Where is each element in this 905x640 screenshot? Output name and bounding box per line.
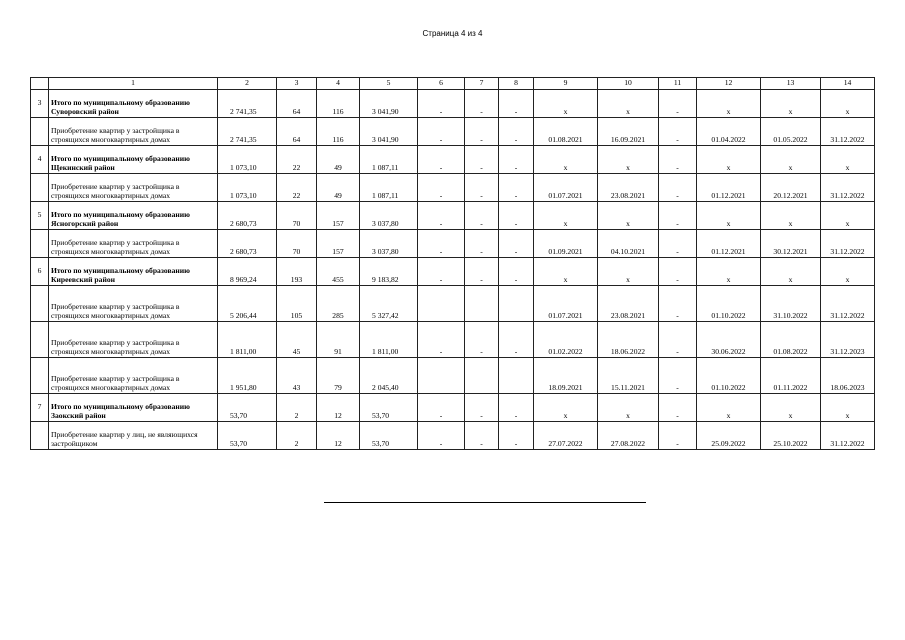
value-cell-col-3: 22 xyxy=(277,146,317,174)
value-cell-col-8: - xyxy=(499,394,534,422)
value-cell-col-14: 31.12.2022 xyxy=(821,286,875,322)
value-cell-col-7 xyxy=(465,358,499,394)
header-cell-blank xyxy=(31,78,49,90)
value-cell-col-12: 01.10.2022 xyxy=(697,286,761,322)
header-cell-4: 4 xyxy=(317,78,360,90)
value-cell-col-11: - xyxy=(659,230,697,258)
value-cell-col-13: 31.10.2022 xyxy=(761,286,821,322)
value-cell-col-3: 70 xyxy=(277,202,317,230)
value-cell-col-9: x xyxy=(534,202,598,230)
value-cell-col-11: - xyxy=(659,174,697,202)
row-number-cell xyxy=(31,174,49,202)
value-cell-col-5: 3 041,90 xyxy=(360,90,418,118)
value-cell-col-2: 53,70 xyxy=(218,394,277,422)
value-cell-col-7: - xyxy=(465,422,499,450)
value-cell-col-5: 1 087,11 xyxy=(360,146,418,174)
value-cell-col-6: - xyxy=(418,258,465,286)
value-cell-col-14: x xyxy=(821,394,875,422)
value-cell-col-5: 1 087,11 xyxy=(360,174,418,202)
value-cell-col-14: 31.12.2023 xyxy=(821,322,875,358)
value-cell-col-13: 01.11.2022 xyxy=(761,358,821,394)
table-row xyxy=(31,118,875,146)
report-table xyxy=(30,77,875,450)
value-cell-col-3: 64 xyxy=(277,90,317,118)
value-cell-col-4: 116 xyxy=(317,90,360,118)
value-cell-col-14: x xyxy=(821,146,875,174)
value-cell-col-12: 30.06.2022 xyxy=(697,322,761,358)
table-row-total xyxy=(31,90,875,118)
value-cell-col-3: 64 xyxy=(277,118,317,146)
value-cell-col-10: 15.11.2021 xyxy=(598,358,659,394)
value-cell-col-14: 31.12.2022 xyxy=(821,118,875,146)
acquisition-method-cell: Приобретение квартир у застройщика в строящихся многоквартирных домах xyxy=(49,358,218,394)
value-cell-col-13: x xyxy=(761,202,821,230)
value-cell-col-6: - xyxy=(418,174,465,202)
value-cell-col-9: 01.02.2022 xyxy=(534,322,598,358)
value-cell-col-7: - xyxy=(465,322,499,358)
value-cell-col-2: 1 951,80 xyxy=(218,358,277,394)
value-cell-col-12: x xyxy=(697,394,761,422)
value-cell-col-4: 285 xyxy=(317,286,360,322)
value-cell-col-4: 79 xyxy=(317,358,360,394)
signature-line xyxy=(324,502,646,503)
municipality-total-name-cell: Итого по муниципальному образованию Киреевский район xyxy=(49,258,218,286)
value-cell-col-8: - xyxy=(499,174,534,202)
value-cell-col-12: x xyxy=(697,202,761,230)
value-cell-col-6 xyxy=(418,358,465,394)
value-cell-col-7: - xyxy=(465,90,499,118)
municipality-total-name-cell: Итого по муниципальному образованию Заокский район xyxy=(49,394,218,422)
value-cell-col-6: - xyxy=(418,230,465,258)
value-cell-col-12: x xyxy=(697,258,761,286)
value-cell-col-4: 12 xyxy=(317,394,360,422)
table-row-total xyxy=(31,202,875,230)
value-cell-col-11: - xyxy=(659,118,697,146)
value-cell-col-3: 45 xyxy=(277,322,317,358)
value-cell-col-7: - xyxy=(465,258,499,286)
row-number-cell xyxy=(31,230,49,258)
value-cell-col-13: 30.12.2021 xyxy=(761,230,821,258)
value-cell-col-8: - xyxy=(499,90,534,118)
table-row xyxy=(31,322,875,358)
column-number-header-row xyxy=(31,78,875,90)
value-cell-col-13: x xyxy=(761,146,821,174)
row-number-cell: 4 xyxy=(31,146,49,174)
value-cell-col-12: 25.09.2022 xyxy=(697,422,761,450)
value-cell-col-4: 49 xyxy=(317,146,360,174)
value-cell-col-13: x xyxy=(761,90,821,118)
value-cell-col-12: x xyxy=(697,146,761,174)
value-cell-col-8: - xyxy=(499,258,534,286)
value-cell-col-7: - xyxy=(465,202,499,230)
value-cell-col-8: - xyxy=(499,230,534,258)
row-number-cell xyxy=(31,286,49,322)
value-cell-col-11: - xyxy=(659,90,697,118)
value-cell-col-7: - xyxy=(465,230,499,258)
value-cell-col-3: 70 xyxy=(277,230,317,258)
value-cell-col-13: x xyxy=(761,394,821,422)
table-row-total xyxy=(31,394,875,422)
value-cell-col-3: 193 xyxy=(277,258,317,286)
value-cell-col-10: x xyxy=(598,90,659,118)
value-cell-col-7 xyxy=(465,286,499,322)
value-cell-col-9: 01.07.2021 xyxy=(534,286,598,322)
header-cell-8: 8 xyxy=(499,78,534,90)
value-cell-col-10: x xyxy=(598,394,659,422)
value-cell-col-14: 31.12.2022 xyxy=(821,422,875,450)
value-cell-col-13: 20.12.2021 xyxy=(761,174,821,202)
value-cell-col-5: 53,70 xyxy=(360,394,418,422)
value-cell-col-10: 23.08.2021 xyxy=(598,286,659,322)
value-cell-col-2: 8 969,24 xyxy=(218,258,277,286)
value-cell-col-14: x xyxy=(821,258,875,286)
value-cell-col-5: 1 811,00 xyxy=(360,322,418,358)
value-cell-col-6 xyxy=(418,286,465,322)
header-cell-2: 2 xyxy=(218,78,277,90)
table-row-total xyxy=(31,146,875,174)
acquisition-method-cell: Приобретение квартир у застройщика в строящихся многоквартирных домах xyxy=(49,118,218,146)
value-cell-col-14: 31.12.2022 xyxy=(821,230,875,258)
row-number-cell: 3 xyxy=(31,90,49,118)
value-cell-col-4: 91 xyxy=(317,322,360,358)
value-cell-col-5: 5 327,42 xyxy=(360,286,418,322)
value-cell-col-14: 31.12.2022 xyxy=(821,174,875,202)
value-cell-col-10: x xyxy=(598,258,659,286)
row-number-cell: 7 xyxy=(31,394,49,422)
value-cell-col-8: - xyxy=(499,118,534,146)
header-cell-7: 7 xyxy=(465,78,499,90)
value-cell-col-2: 2 741,35 xyxy=(218,118,277,146)
value-cell-col-6: - xyxy=(418,394,465,422)
row-number-cell: 5 xyxy=(31,202,49,230)
table-row xyxy=(31,422,875,450)
value-cell-col-11: - xyxy=(659,422,697,450)
value-cell-col-14: x xyxy=(821,202,875,230)
acquisition-method-cell: Приобретение квартир у застройщика в строящихся многоквартирных домах xyxy=(49,230,218,258)
header-cell-1: 1 xyxy=(49,78,218,90)
header-cell-10: 10 xyxy=(598,78,659,90)
value-cell-col-11: - xyxy=(659,286,697,322)
value-cell-col-11: - xyxy=(659,258,697,286)
report-table-body xyxy=(31,78,875,450)
value-cell-col-10: 04.10.2021 xyxy=(598,230,659,258)
value-cell-col-7: - xyxy=(465,146,499,174)
value-cell-col-2: 2 680,73 xyxy=(218,202,277,230)
value-cell-col-4: 12 xyxy=(317,422,360,450)
value-cell-col-9: 01.09.2021 xyxy=(534,230,598,258)
value-cell-col-10: 18.06.2022 xyxy=(598,322,659,358)
value-cell-col-11: - xyxy=(659,146,697,174)
value-cell-col-12: 01.12.2021 xyxy=(697,230,761,258)
value-cell-col-12: 01.12.2021 xyxy=(697,174,761,202)
value-cell-col-10: 27.08.2022 xyxy=(598,422,659,450)
value-cell-col-12: x xyxy=(697,90,761,118)
value-cell-col-8: - xyxy=(499,146,534,174)
value-cell-col-3: 43 xyxy=(277,358,317,394)
value-cell-col-3: 2 xyxy=(277,394,317,422)
value-cell-col-13: 01.08.2022 xyxy=(761,322,821,358)
acquisition-method-cell: Приобретение квартир у лиц, не являющихся застройщиком xyxy=(49,422,218,450)
value-cell-col-8: - xyxy=(499,322,534,358)
value-cell-col-13: x xyxy=(761,258,821,286)
acquisition-method-cell: Приобретение квартир у застройщика в строящихся многоквартирных домах xyxy=(49,322,218,358)
header-cell-14: 14 xyxy=(821,78,875,90)
value-cell-col-10: 23.08.2021 xyxy=(598,174,659,202)
row-number-cell: 6 xyxy=(31,258,49,286)
acquisition-method-cell: Приобретение квартир у застройщика в строящихся многоквартирных домах xyxy=(49,174,218,202)
acquisition-method-cell: Приобретение квартир у застройщика в строящихся многоквартирных домах xyxy=(49,286,218,322)
value-cell-col-14: 18.06.2023 xyxy=(821,358,875,394)
table-row xyxy=(31,286,875,322)
municipality-total-name-cell: Итого по муниципальному образованию Щекинский район xyxy=(49,146,218,174)
row-number-cell xyxy=(31,322,49,358)
value-cell-col-2: 1 073,10 xyxy=(218,146,277,174)
value-cell-col-8 xyxy=(499,286,534,322)
value-cell-col-4: 116 xyxy=(317,118,360,146)
value-cell-col-5: 53,70 xyxy=(360,422,418,450)
value-cell-col-5: 3 037,80 xyxy=(360,230,418,258)
value-cell-col-11: - xyxy=(659,202,697,230)
value-cell-col-2: 2 680,73 xyxy=(218,230,277,258)
value-cell-col-5: 2 045,40 xyxy=(360,358,418,394)
value-cell-col-2: 2 741,35 xyxy=(218,90,277,118)
header-cell-12: 12 xyxy=(697,78,761,90)
value-cell-col-5: 3 037,80 xyxy=(360,202,418,230)
value-cell-col-3: 2 xyxy=(277,422,317,450)
page-number-label: Страница 4 из 4 xyxy=(422,29,483,38)
value-cell-col-13: 25.10.2022 xyxy=(761,422,821,450)
value-cell-col-8: - xyxy=(499,422,534,450)
value-cell-col-5: 3 041,90 xyxy=(360,118,418,146)
value-cell-col-9: 01.07.2021 xyxy=(534,174,598,202)
value-cell-col-4: 157 xyxy=(317,202,360,230)
value-cell-col-6: - xyxy=(418,322,465,358)
table-row xyxy=(31,230,875,258)
row-number-cell xyxy=(31,118,49,146)
value-cell-col-6: - xyxy=(418,146,465,174)
value-cell-col-9: x xyxy=(534,90,598,118)
value-cell-col-2: 53,70 xyxy=(218,422,277,450)
value-cell-col-10: x xyxy=(598,202,659,230)
value-cell-col-8: - xyxy=(499,202,534,230)
value-cell-col-9: 18.09.2021 xyxy=(534,358,598,394)
value-cell-col-6: - xyxy=(418,118,465,146)
row-number-cell xyxy=(31,422,49,450)
value-cell-col-4: 455 xyxy=(317,258,360,286)
value-cell-col-2: 1 073,10 xyxy=(218,174,277,202)
value-cell-col-10: x xyxy=(598,146,659,174)
municipality-total-name-cell: Итого по муниципальному образованию Суворовский район xyxy=(49,90,218,118)
value-cell-col-11: - xyxy=(659,394,697,422)
municipality-total-name-cell: Итого по муниципальному образованию Ясногорский район xyxy=(49,202,218,230)
value-cell-col-6: - xyxy=(418,90,465,118)
value-cell-col-4: 157 xyxy=(317,230,360,258)
table-row xyxy=(31,358,875,394)
header-cell-13: 13 xyxy=(761,78,821,90)
value-cell-col-3: 105 xyxy=(277,286,317,322)
value-cell-col-6: - xyxy=(418,202,465,230)
header-cell-9: 9 xyxy=(534,78,598,90)
value-cell-col-9: x xyxy=(534,394,598,422)
value-cell-col-7: - xyxy=(465,118,499,146)
value-cell-col-11: - xyxy=(659,358,697,394)
header-cell-6: 6 xyxy=(418,78,465,90)
value-cell-col-8 xyxy=(499,358,534,394)
value-cell-col-6: - xyxy=(418,422,465,450)
value-cell-col-11: - xyxy=(659,322,697,358)
value-cell-col-9: 27.07.2022 xyxy=(534,422,598,450)
value-cell-col-2: 5 206,44 xyxy=(218,286,277,322)
value-cell-col-12: 01.04.2022 xyxy=(697,118,761,146)
value-cell-col-14: x xyxy=(821,90,875,118)
header-cell-5: 5 xyxy=(360,78,418,90)
value-cell-col-7: - xyxy=(465,174,499,202)
value-cell-col-2: 1 811,00 xyxy=(218,322,277,358)
table-row-total xyxy=(31,258,875,286)
value-cell-col-9: x xyxy=(534,258,598,286)
value-cell-col-4: 49 xyxy=(317,174,360,202)
value-cell-col-9: x xyxy=(534,146,598,174)
table-row xyxy=(31,174,875,202)
value-cell-col-10: 16.09.2021 xyxy=(598,118,659,146)
value-cell-col-3: 22 xyxy=(277,174,317,202)
header-cell-11: 11 xyxy=(659,78,697,90)
value-cell-col-12: 01.10.2022 xyxy=(697,358,761,394)
header-cell-3: 3 xyxy=(277,78,317,90)
value-cell-col-7: - xyxy=(465,394,499,422)
value-cell-col-9: 01.08.2021 xyxy=(534,118,598,146)
value-cell-col-13: 01.05.2022 xyxy=(761,118,821,146)
row-number-cell xyxy=(31,358,49,394)
value-cell-col-5: 9 183,82 xyxy=(360,258,418,286)
